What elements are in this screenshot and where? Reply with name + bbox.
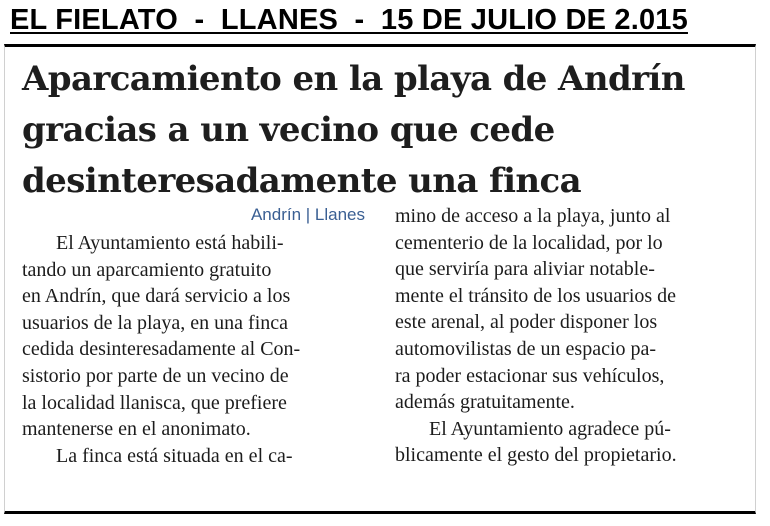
body-line: El Ayuntamiento está habili-: [56, 232, 284, 254]
article-headline: [22, 54, 742, 207]
body-line: mino de acceso a la playa, junto al: [395, 205, 671, 227]
body-line: mantenerse en el anonimato.: [22, 418, 251, 441]
headline-line: Aparcamiento en la playa de Andrín: [22, 59, 685, 99]
body-line: la localidad llanisca, que prefiere: [22, 391, 287, 414]
body-line: usuarios de la playa, en una finca: [22, 311, 289, 334]
body-line: cementerio de la localidad, por lo: [395, 231, 663, 254]
article-column-left: [22, 230, 372, 469]
body-line: El Ayuntamiento agradece pú-: [429, 417, 671, 440]
body-line: automovilistas de un espacio pa-: [395, 337, 657, 360]
article-byline: Andrín | Llanes: [250, 205, 365, 224]
body-line: mente el tránsito de los usuarios de: [395, 284, 677, 307]
masthead-title: EL FIELATO - LLANES - 15 DE JULIO DE 2.015: [10, 4, 688, 36]
body-line: sistorio por parte de un vecino de: [22, 364, 289, 387]
body-line: La finca está situada en el ca-: [56, 444, 293, 467]
body-line: cedida desinteresadamente al Con-: [22, 338, 301, 361]
body-line: tando un aparcamiento gratuito: [22, 258, 272, 281]
body-line: ra poder estacionar sus vehículos,: [395, 364, 665, 387]
headline-line: desinteresadamente una finca: [22, 161, 582, 201]
body-line: además gratuitamente.: [395, 391, 575, 414]
body-line: blicamente el gesto del propietario.: [395, 444, 677, 467]
body-line: que serviría para aliviar notable-: [395, 258, 655, 281]
body-line: en Andrín, que dará servicio a los: [22, 285, 291, 308]
headline-line: gracias a un vecino que cede: [22, 110, 555, 150]
body-line: este arenal, al poder disponer los: [395, 311, 658, 334]
article-column-right: [395, 203, 740, 469]
